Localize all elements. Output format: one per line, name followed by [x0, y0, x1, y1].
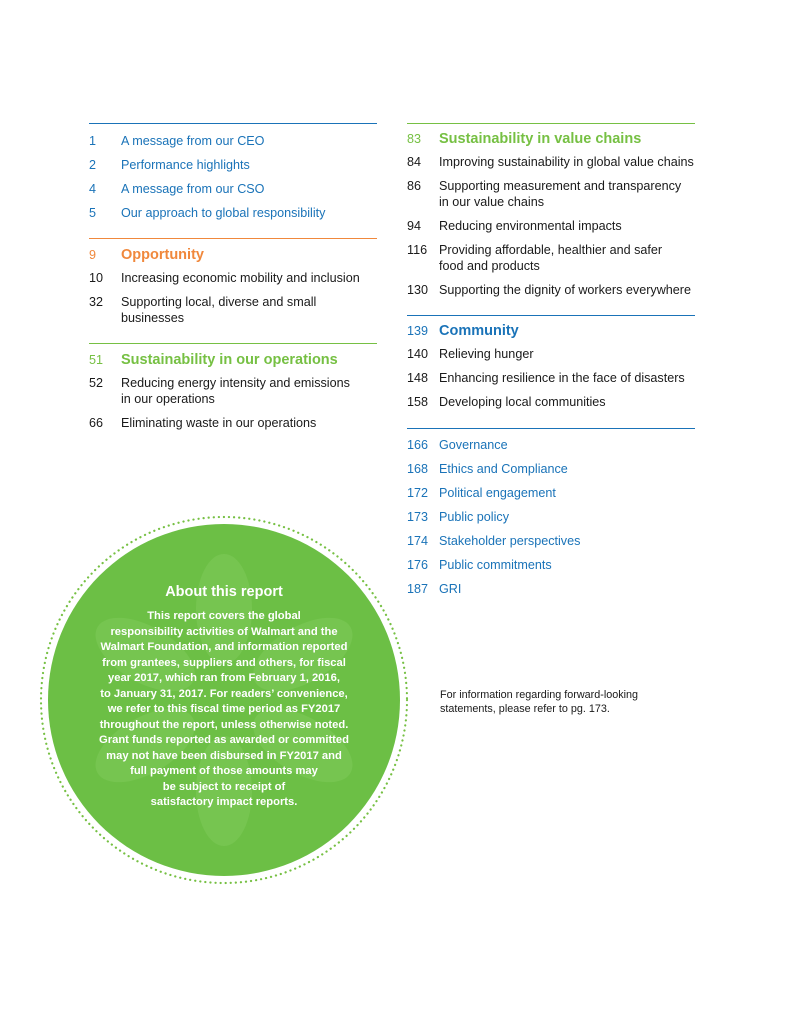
toc-item[interactable]: 66 Eliminating waste in our operations: [89, 416, 317, 430]
toc-item[interactable]: 10 Increasing economic mobility and inclusion: [89, 271, 360, 285]
toc-item[interactable]: 2 Performance highlights: [89, 158, 250, 172]
about-report-title: About this report: [165, 584, 283, 600]
toc-item[interactable]: 176 Public commitments: [407, 558, 552, 572]
toc-item[interactable]: 130 Supporting the dignity of workers everywhere: [407, 283, 692, 297]
toc-item[interactable]: 116 Providing affordable, healthier and safer food and products: [407, 243, 663, 273]
section-opportunity-heading[interactable]: 9 Opportunity: [89, 247, 204, 263]
about-report-text: [74, 583, 374, 811]
section-value-chains-heading[interactable]: 83 Sustainability in value chains: [407, 131, 642, 147]
toc-item[interactable]: 140 Relieving hunger: [407, 347, 534, 361]
toc-item[interactable]: 187 GRI: [407, 582, 462, 596]
section-community-heading[interactable]: 139 Community: [407, 323, 519, 339]
toc-item[interactable]: 94 Reducing environmental impacts: [407, 219, 622, 233]
section-operations-heading[interactable]: 51 Sustainability in our operations: [89, 352, 338, 368]
toc-item[interactable]: 158 Developing local communities: [407, 395, 606, 409]
toc-item[interactable]: 174 Stakeholder perspectives: [407, 534, 581, 548]
toc-item[interactable]: 1 A message from our CEO: [89, 134, 265, 148]
toc-item[interactable]: 5 Our approach to global responsibility: [89, 206, 326, 220]
toc-right-column: [407, 123, 695, 597]
toc-item[interactable]: 168 Ethics and Compliance: [407, 462, 568, 476]
toc-item[interactable]: 84 Improving sustainability in global value chains: [407, 155, 694, 169]
forward-looking-note: For information regarding forward-looking statements, please refer to pg. 173.: [440, 689, 639, 715]
toc-item[interactable]: 52 Reducing energy intensity and emissions in our operations: [89, 376, 350, 406]
toc-item[interactable]: 173 Public policy: [407, 510, 509, 524]
toc-item[interactable]: 4 A message from our CSO: [89, 182, 265, 196]
about-report-body: This report covers the global responsibility activities of Walmart and the Walmart Foundation, and information reported from grantees, suppliers and others, for fiscal year 2017, which ran from February 1, 2016, to January 31, 2017. For readers’ convenience, we refer to this fiscal time period as FY2017 throughout the report, unless otherwise noted. Grant funds reported as awarded or committed may not have been disbursed in FY2017 and full payment of those amounts may be subject to receipt of satisfactory impact reports.: [99, 610, 349, 808]
toc-item[interactable]: 166 Governance: [407, 438, 508, 452]
toc-left-column: [89, 123, 377, 431]
toc-item[interactable]: 172 Political engagement: [407, 486, 556, 500]
toc-item[interactable]: 86 Supporting measurement and transparency in our value chains: [407, 179, 682, 209]
toc-item[interactable]: 148 Enhancing resilience in the face of disasters: [407, 371, 685, 385]
toc-item[interactable]: 32 Supporting local, diverse and small businesses: [89, 295, 317, 325]
